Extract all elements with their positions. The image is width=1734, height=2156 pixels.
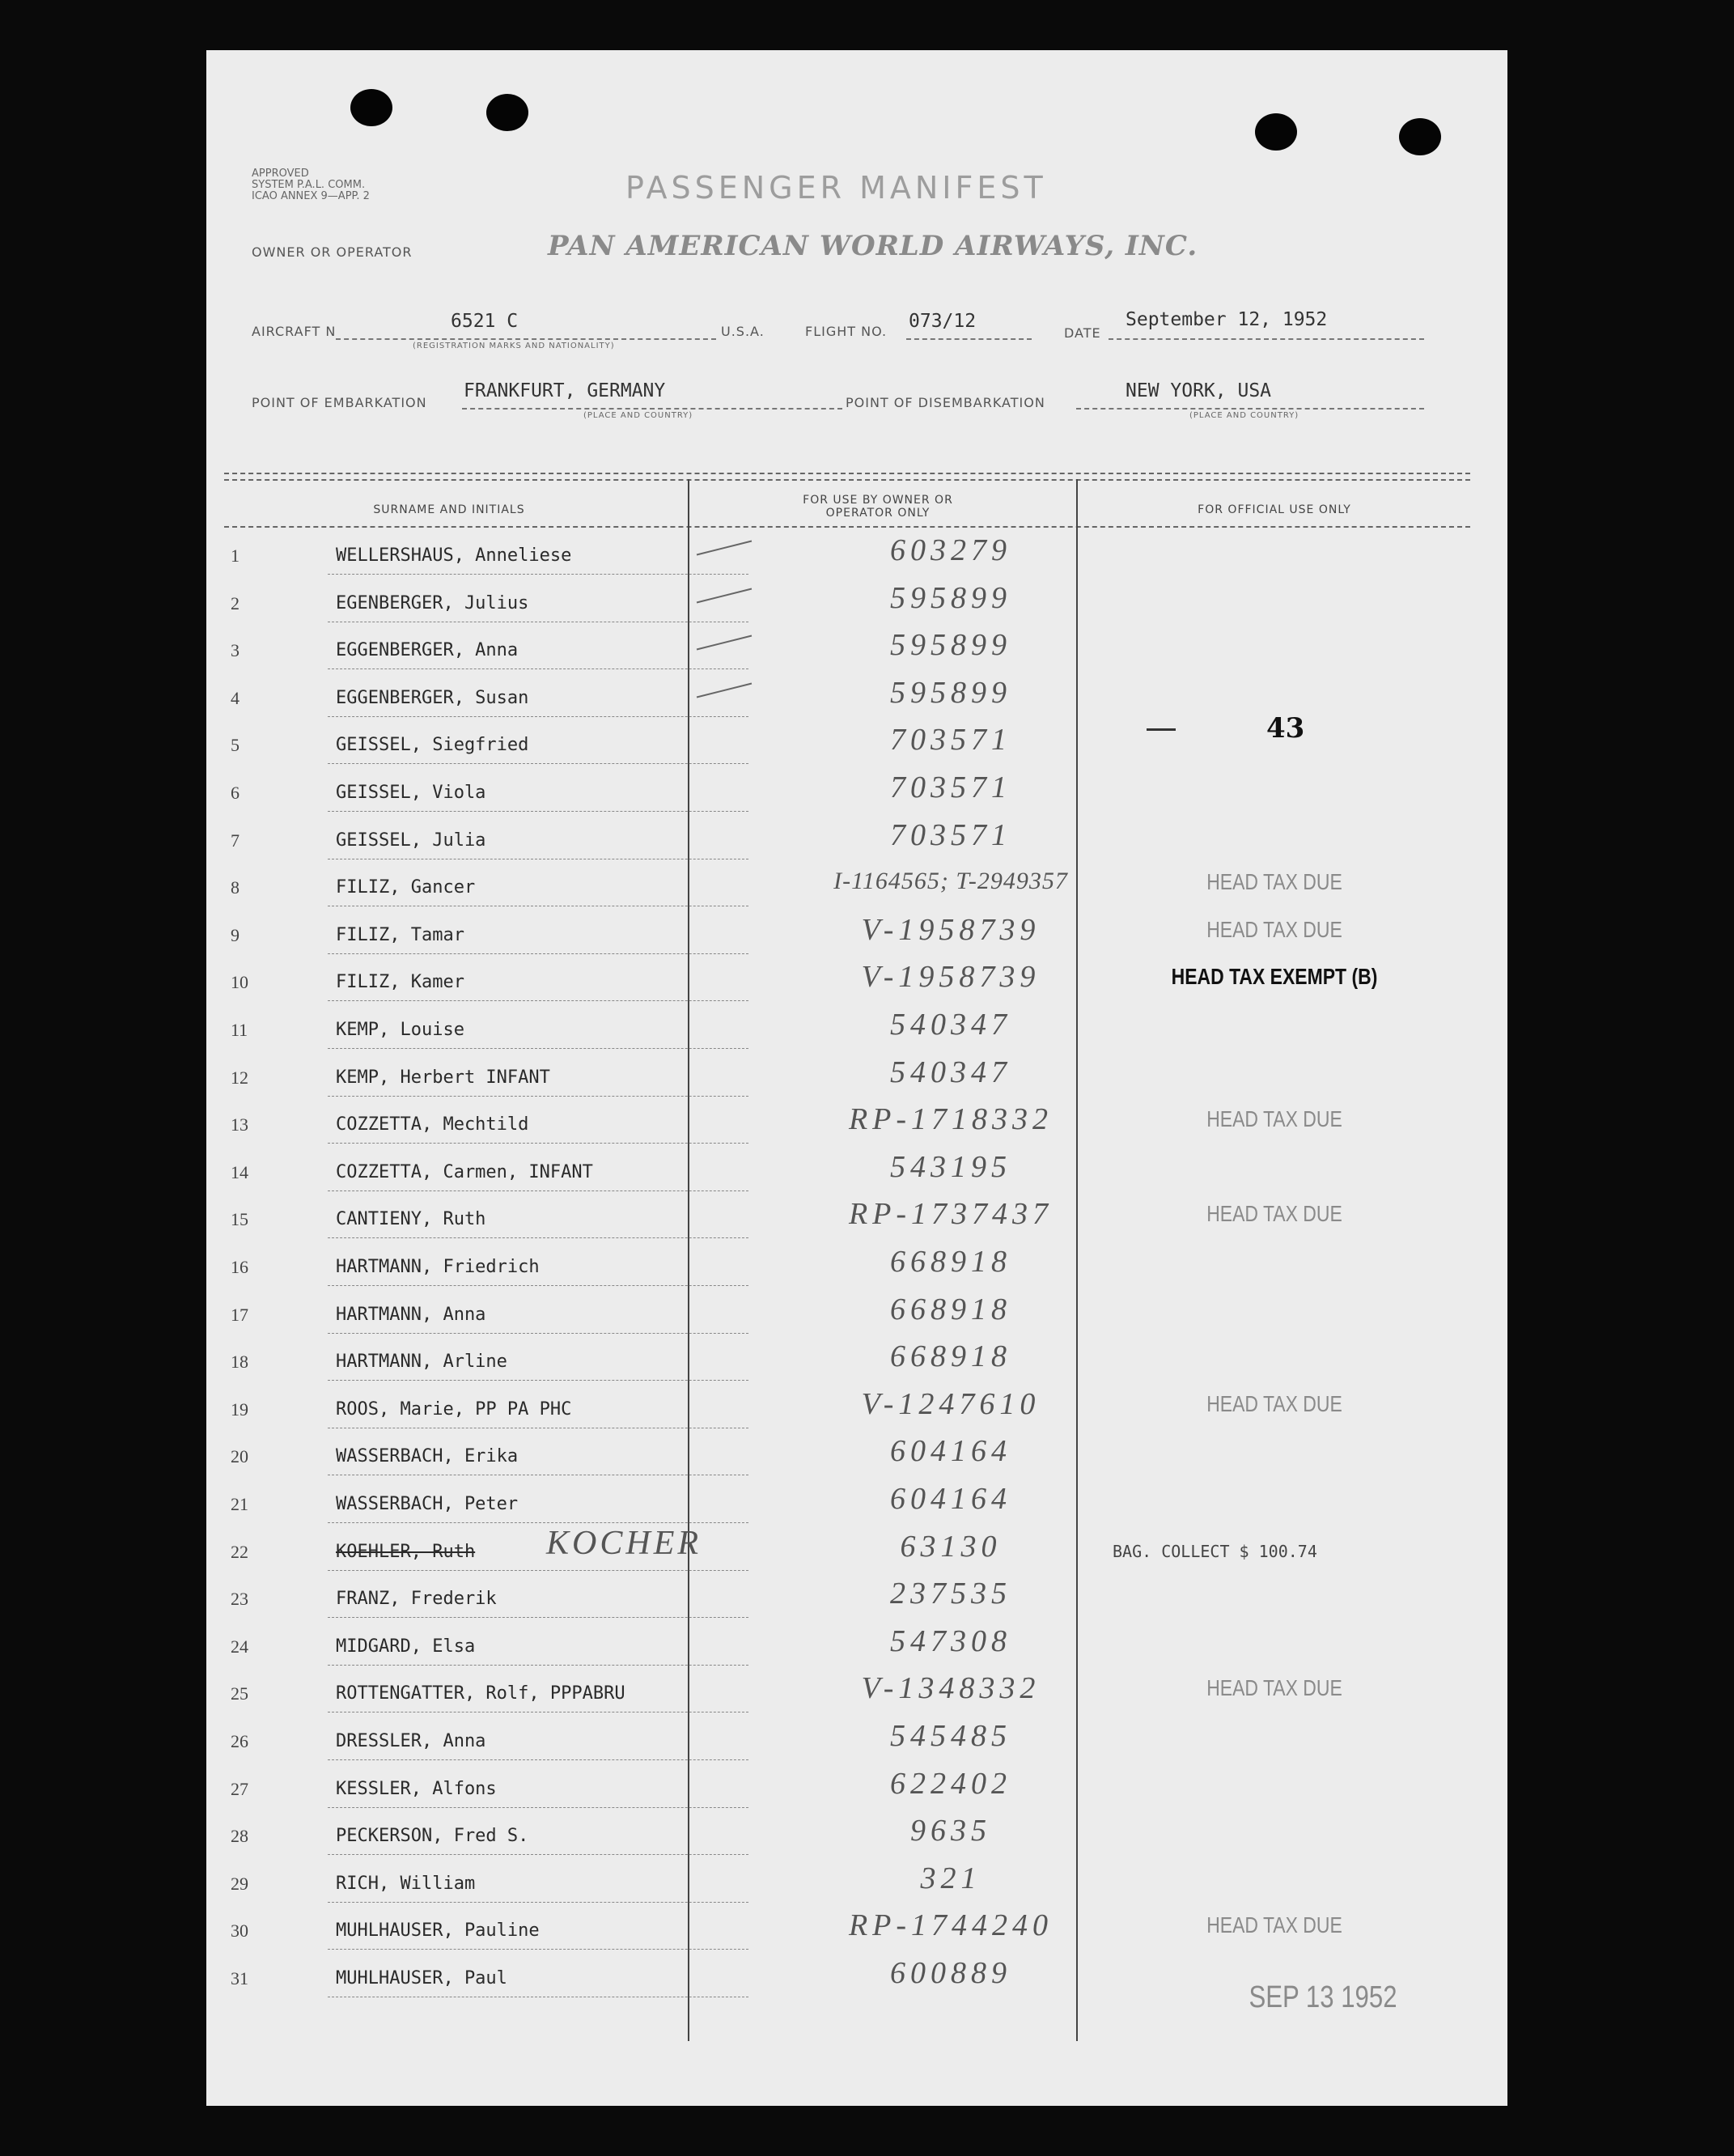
passport-number: 603279 [890,533,1011,567]
passport-number: 604164 [890,1482,1011,1516]
passenger-row [206,959,1507,1006]
passport-number: 595899 [890,675,1011,710]
passenger-name: CANTIENY, Ruth [336,1209,486,1230]
registration-note: (REGISTRATION MARKS AND NATIONALITY) [413,342,615,350]
name-underline [328,953,748,954]
passenger-name: ROOS, Marie, PP PA PHC [336,1398,572,1420]
row-number: 3 [231,640,240,661]
passenger-row [206,864,1507,911]
passenger-name: GEISSEL, Viola [336,783,486,803]
passenger-row [206,1149,1507,1196]
disembarkation-underline [1076,408,1424,410]
passenger-row [206,1386,1507,1433]
row-number: 11 [231,1020,248,1040]
passport-number: 321 [920,1861,981,1895]
passenger-name: FRANZ, Frederik [336,1589,497,1610]
passenger-row [206,1292,1507,1339]
table-top-rule-2 [224,479,1470,481]
row-number: 16 [231,1257,248,1277]
passenger-row [206,722,1507,769]
row-number: 23 [231,1589,248,1610]
manifest-sheet [206,50,1507,2106]
passport-number: V-1348332 [861,1671,1041,1706]
surname-column-header: SURNAME AND INITIALS [373,503,525,516]
passenger-row [206,580,1507,627]
head-tax-stamp: HEAD TAX DUE [1206,1390,1342,1416]
passenger-count: 43 [1266,712,1305,745]
passenger-name: MIDGARD, Elsa [336,1636,476,1657]
row-number: 22 [231,1541,248,1562]
country-label: U.S.A. [721,324,765,339]
punch-hole-4 [1399,118,1441,155]
name-underline [328,716,748,717]
name-underline [328,1143,748,1144]
name-underline [328,1048,748,1049]
passenger-row [206,627,1507,674]
name-underline [328,1807,748,1808]
passenger-row [206,1055,1507,1101]
name-underline [328,1285,748,1286]
passport-number: 604164 [890,1434,1011,1469]
passport-number: 547308 [890,1623,1011,1658]
table-top-rule-1 [224,473,1470,474]
passport-number: 703571 [890,770,1011,804]
name-underline [328,668,748,669]
passport-number: 600889 [890,1956,1011,1990]
passenger-row [206,1007,1507,1054]
passport-number: RP-1737437 [848,1197,1054,1232]
passport-number: 595899 [890,628,1011,663]
row-number: 24 [231,1636,248,1657]
passenger-row [206,1481,1507,1528]
passenger-name: COZZETTA, Mechtild [336,1114,529,1135]
name-underline [328,1190,748,1191]
disembarkation-value: NEW YORK, USA [1126,380,1272,401]
name-underline [328,763,748,764]
passport-number: 9635 [910,1814,991,1848]
row-number: 27 [231,1778,248,1799]
row-number: 30 [231,1920,248,1942]
page-title: PASSENGER MANIFEST [625,170,1047,206]
passport-number: 595899 [890,580,1011,615]
disembarkation-place-note: (PLACE AND COUNTRY) [1189,411,1299,420]
passport-number: V-1958739 [861,960,1041,995]
name-underline [328,1854,748,1855]
passport-number: 545485 [890,1719,1011,1753]
passenger-name: EGENBERGER, Julius [336,592,529,613]
row-number: 26 [231,1731,248,1751]
passport-number: 63130 [900,1529,1002,1564]
approval-line-3: ICAO ANNEX 9—APP. 2 [252,190,370,202]
row-number: 2 [231,592,240,613]
approval-note [252,168,430,202]
row-number: 25 [231,1683,248,1704]
name-underline [328,1617,748,1618]
passport-number: V-1958739 [861,912,1041,947]
passport-number: 540347 [890,1008,1011,1042]
passport-number: 668918 [890,1245,1011,1279]
head-tax-stamp: HEAD TAX DUE [1206,916,1342,942]
owner-label: OWNER OR OPERATOR [252,244,413,260]
passenger-name: PECKERSON, Fred S. [336,1826,529,1847]
flight-value: 073/12 [909,311,977,332]
row-number: 7 [231,830,240,851]
approval-line-1: APPROVED [252,168,309,180]
head-tax-stamp: HEAD TAX DUE [1206,869,1342,895]
passenger-row [206,1196,1507,1243]
passport-number: 237535 [890,1577,1011,1611]
row-number: 14 [231,1161,248,1182]
row-number: 20 [231,1446,248,1467]
passenger-row [206,1718,1507,1765]
name-underline [328,1759,748,1760]
row-number: 9 [231,924,240,945]
passport-number: 668918 [890,1339,1011,1374]
passenger-name: EGGENBERGER, Susan [336,687,529,708]
passenger-row [206,1623,1507,1670]
passenger-row [206,817,1507,864]
aircraft-value: 6521 C [451,311,519,332]
name-underline [328,811,748,812]
punch-hole-1 [350,89,392,126]
passenger-row [206,675,1507,722]
passport-number: 703571 [890,723,1011,758]
date-underline [1109,338,1424,340]
passport-number: V-1247610 [861,1386,1041,1421]
passenger-row [206,770,1507,817]
passenger-name: HARTMANN, Arline [336,1352,507,1373]
row-number: 5 [231,735,240,756]
passenger-name: WASSERBACH, Peter [336,1494,519,1514]
row-number: 1 [231,545,240,566]
row-number: 31 [231,1968,248,1988]
row-number: 10 [231,972,248,993]
row-number: 13 [231,1114,248,1135]
passport-number: RP-1744240 [848,1908,1054,1943]
passenger-name: MUHLHAUSER, Pauline [336,1920,540,1942]
passenger-row [206,1339,1507,1386]
passenger-name: FILIZ, Tamar [336,924,464,945]
name-underline [328,1380,748,1381]
passenger-row [206,533,1507,579]
name-underline [328,1902,748,1903]
row-number: 19 [231,1398,248,1420]
passenger-row [206,1813,1507,1860]
row-number: 17 [231,1304,248,1325]
date-label: DATE [1064,325,1101,341]
passenger-name: RICH, William [336,1873,476,1894]
passenger-name: FILIZ, Gancer [336,877,476,898]
passenger-row [206,1576,1507,1623]
head-tax-stamp: HEAD TAX EXEMPT (B) [1171,964,1378,990]
name-underline [328,1333,748,1334]
passport-number: 622402 [890,1766,1011,1801]
passenger-row [206,1908,1507,1954]
passenger-name: ROTTENGATTER, Rolf, PPPABRU [336,1683,625,1704]
head-tax-stamp: HEAD TAX DUE [1206,1106,1342,1132]
arrival-date-stamp: SEP 13 1952 [1249,1980,1397,2014]
passenger-row [206,1670,1507,1717]
flight-underline [906,338,1032,340]
head-tax-stamp: HEAD TAX DUE [1206,1912,1342,1938]
head-tax-stamp: HEAD TAX DUE [1206,1675,1342,1701]
passenger-name: KESSLER, Alfons [336,1778,497,1799]
passenger-name: EGGENBERGER, Anna [336,640,519,661]
passenger-name: KEMP, Louise [336,1020,464,1040]
table-header-rule [224,526,1470,528]
passenger-row [206,912,1507,959]
passenger-row [206,1524,1507,1576]
row-number: 29 [231,1873,248,1894]
owner-name: PAN AMERICAN WORLD AIRWAYS, INC. [548,230,1198,262]
baggage-note: BAG. COLLECT $ 100.74 [1113,1541,1317,1561]
row-number: 12 [231,1067,248,1088]
embarkation-label: POINT OF EMBARKATION [252,395,427,410]
passenger-name: COZZETTA, Carmen, INFANT [336,1161,593,1182]
passenger-name: FILIZ, Kamer [336,972,464,993]
passenger-name: WELLERSHAUS, Anneliese [336,545,572,566]
passenger-name: GEISSEL, Siegfried [336,735,529,756]
passport-number: 668918 [890,1292,1011,1326]
passenger-row [206,1244,1507,1291]
name-correction: KOCHER [546,1524,702,1562]
passenger-row [206,1101,1507,1148]
passenger-name: KOEHLER, Ruth [336,1541,476,1562]
row-number: 28 [231,1826,248,1847]
row-number: 8 [231,877,240,898]
name-underline [328,1096,748,1097]
name-underline [328,1570,748,1571]
official-use-column-header: FOR OFFICIAL USE ONLY [1198,503,1351,516]
aircraft-underline [336,338,716,340]
embarkation-value: FRANKFURT, GERMANY [464,380,666,401]
head-tax-stamp: HEAD TAX DUE [1206,1201,1342,1227]
name-underline [328,1949,748,1950]
passport-number: I-1164565; T-2949357 [833,868,1068,895]
date-value: September 12, 1952 [1126,309,1328,330]
embarkation-place-note: (PLACE AND COUNTRY) [583,411,693,420]
embarkation-underline [462,408,842,410]
owner-use-column-header: FOR USE BY OWNER OR OPERATOR ONLY [803,494,953,520]
row-number: 15 [231,1209,248,1230]
row-number: 21 [231,1494,248,1514]
passenger-name: HARTMANN, Anna [336,1304,486,1325]
approval-line-2: SYSTEM P.A.L. COMM. [252,179,366,191]
passport-number: 543195 [890,1149,1011,1184]
flight-label: FLIGHT NO. [805,324,888,339]
punch-hole-3 [1255,113,1297,151]
disembarkation-label: POINT OF DISEMBARKATION [846,395,1045,410]
passenger-row [206,1861,1507,1908]
row-number: 4 [231,687,240,708]
passenger-name: GEISSEL, Julia [336,830,486,851]
row-number: 18 [231,1352,248,1373]
name-underline [328,1665,748,1666]
row-number: 6 [231,783,240,803]
passenger-name: DRESSLER, Anna [336,1731,486,1751]
passport-number: RP-1718332 [848,1102,1054,1137]
passenger-row [206,1766,1507,1813]
passenger-name: WASSERBACH, Erika [336,1446,519,1467]
passenger-row [206,1433,1507,1480]
name-underline [328,1237,748,1238]
passport-number: 540347 [890,1055,1011,1089]
aircraft-label: AIRCRAFT N [252,324,337,339]
name-underline [328,574,748,575]
name-underline [328,1000,748,1001]
passenger-name: KEMP, Herbert INFANT [336,1067,550,1088]
passport-number: 703571 [890,817,1011,852]
punch-hole-2 [486,94,528,131]
passenger-name: MUHLHAUSER, Paul [336,1968,507,1988]
passenger-name: HARTMANN, Friedrich [336,1257,540,1277]
